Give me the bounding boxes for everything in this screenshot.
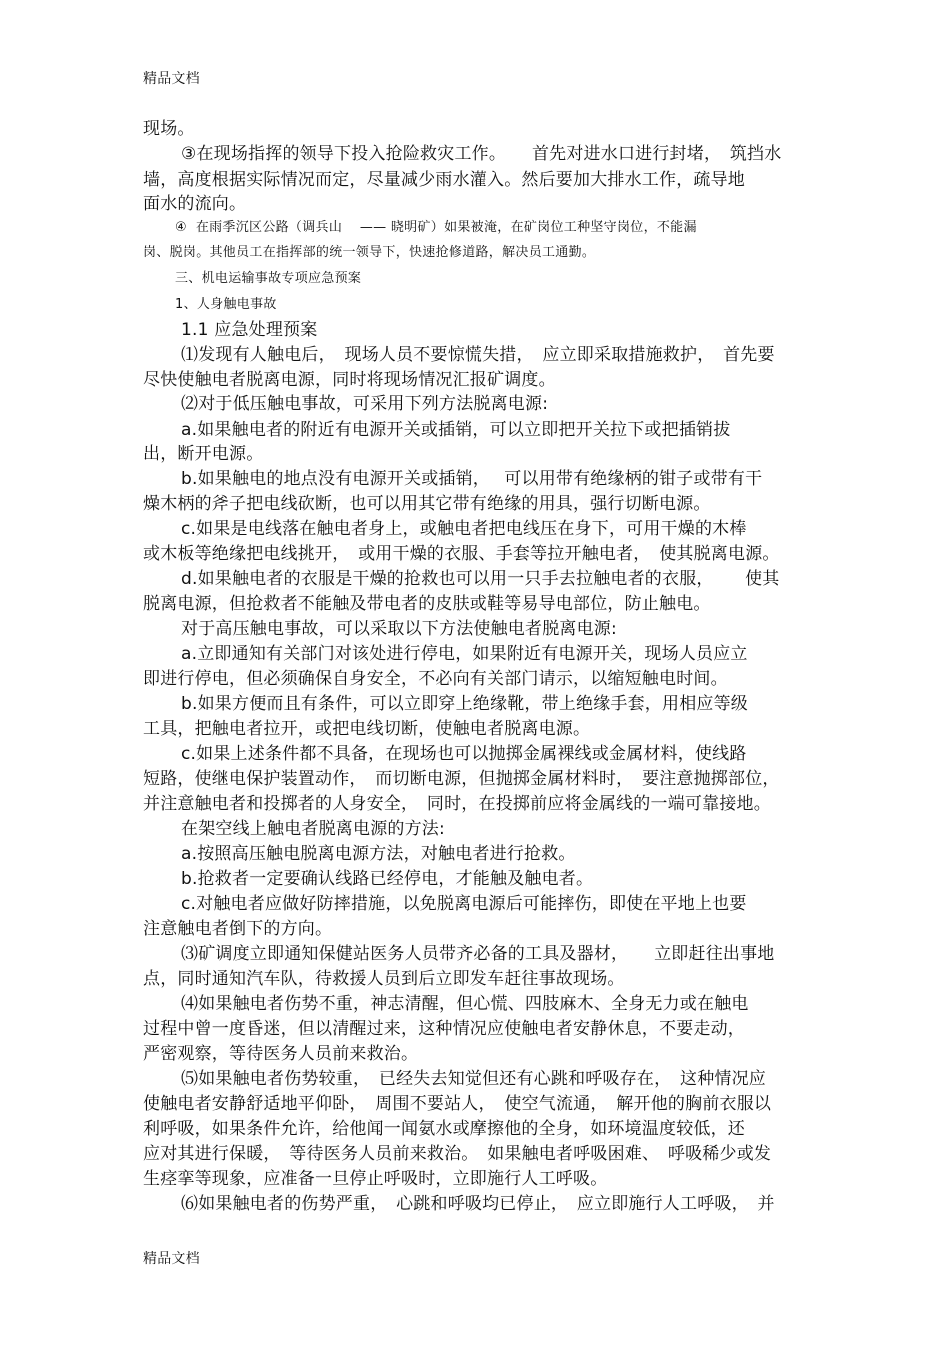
- text-line: d.如果触电者的衣服是干燥的抢救也可以用一只手去拉触电者的衣服， 使其: [181, 569, 780, 589]
- subsection-heading: 1.1 应急处理预案: [181, 320, 318, 340]
- text-line: ⑵对于低压触电事故，可采用下列方法脱离电源:: [181, 394, 549, 414]
- text-line: 并注意触电者和投掷者的人身安全， 同时，在投掷前应将金属线的一端可靠接地。: [143, 794, 771, 814]
- text-line: 尽快使触电者脱离电源，同时将现场情况汇报矿调度。: [143, 370, 556, 390]
- text-line: 注意触电者倒下的方向。: [143, 919, 333, 939]
- text-line: ⑴发现有人触电后， 现场人员不要惊慌失措， 应立即采取措施救护， 首先要: [181, 345, 775, 365]
- text-line: a.立即通知有关部门对该处进行停电，如果附近有电源开关，现场人员应立: [181, 644, 748, 664]
- text-line: 点，同时通知汽车队，待救援人员到后立即发车赶往事故现场。: [143, 969, 625, 989]
- text-line: a.按照高压触电脱离电源方法，对触电者进行抢救。: [181, 844, 576, 864]
- text-line: a.如果触电者的附近有电源开关或插销，可以立即把开关拉下或把插销拔: [181, 420, 731, 440]
- text-line: 现场。: [143, 119, 195, 139]
- section-heading: 三、机电运输事故专项应急预案: [175, 271, 362, 286]
- text-line: 过程中曾一度昏迷，但以清醒过来，这种情况应使触电者安静休息，不要走动，: [143, 1019, 745, 1039]
- text-line: 对于高压触电事故，可以采取以下方法使触电者脱离电源:: [181, 619, 617, 639]
- text-line: 短路，使继电保护装置动作， 而切断电源，但抛掷金属材料时， 要注意抛掷部位，: [143, 769, 780, 789]
- text-line: b.如果触电的地点没有电源开关或插销， 可以用带有绝缘柄的钳子或带有干: [181, 469, 763, 489]
- text-line: 燥木柄的斧子把电线砍断，也可以用其它带有绝缘的用具，强行切断电源。: [143, 494, 711, 514]
- page-footer: 精品文档: [143, 1251, 200, 1267]
- text-line: ⑸如果触电者伤势较重， 已经失去知觉但还有心跳和呼吸存在， 这种情况应: [181, 1069, 766, 1089]
- text-line: 工具，把触电者拉开，或把电线切断，使触电者脱离电源。: [143, 719, 591, 739]
- text-line: 严密观察，等待医务人员前来救治。: [143, 1044, 419, 1064]
- subsection-heading: 1、人身触电事故: [175, 297, 277, 312]
- text-line: b.抢救者一定要确认线路已经停电，才能触及触电者。: [181, 869, 594, 889]
- text-line: 应对其进行保暖， 等待医务人员前来救治。 如果触电者呼吸困难、 呼吸稀少或发: [143, 1144, 772, 1164]
- text-line: ③在现场指挥的领导下投入抢险救灾工作。 首先对进水口进行封堵， 筑挡水: [181, 144, 782, 164]
- text-line: c.如果是电线落在触电者身上，或触电者把电线压在身下，可用干燥的木棒: [181, 519, 747, 539]
- text-line: c.对触电者应做好防摔措施，以免脱离电源后可能摔伤，即使在平地上也要: [181, 894, 747, 914]
- text-line: 在架空线上触电者脱离电源的方法:: [181, 819, 445, 839]
- text-line: 出，断开电源。: [143, 444, 264, 464]
- text-line: ⑶矿调度立即通知保健站医务人员带齐必备的工具及器材， 立即赶往出事地: [181, 944, 775, 964]
- text-line: c.如果上述条件都不具备，在现场也可以抛掷金属裸线或金属材料，使线路: [181, 744, 747, 764]
- text-line: ⑹如果触电者的伤势严重， 心跳和呼吸均已停止， 应立即施行人工呼吸， 并: [181, 1194, 775, 1214]
- text-line: ④ 在雨季沉区公路（调兵山 —— 晓明矿）如果被淹，在矿岗位工种坚守岗位，不能漏: [175, 220, 697, 235]
- text-line: 脱离电源，但抢救者不能触及带电者的皮肤或鞋等易导电部位，防止触电。: [143, 594, 711, 614]
- page-header: 精品文档: [143, 71, 200, 87]
- text-line: 墙，高度根据实际情况而定，尽量减少雨水灌入。然后要加大排水工作，疏导地: [143, 170, 745, 190]
- text-line: 面水的流向。: [143, 194, 247, 214]
- text-line: 或木板等绝缘把电线挑开， 或用干燥的衣服、手套等拉开触电者， 使其脱离电源。: [143, 544, 780, 564]
- text-line: 利呼吸，如果条件允许，给他闻一闻氨水或摩擦他的全身，如环境温度较低，还: [143, 1119, 745, 1139]
- text-line: 岗、脱岗。其他员工在指挥部的统一领导下，快速抢修道路，解决员工通勤。: [143, 245, 596, 260]
- text-line: b.如果方便而且有条件，可以立即穿上绝缘靴，带上绝缘手套，用相应等级: [181, 694, 748, 714]
- text-line: 生痉挛等现象，应准备一旦停止呼吸时，立即施行人工呼吸。: [143, 1169, 608, 1189]
- text-line: 即进行停电，但必须确保自身安全，不必向有关部门请示，以缩短触电时间。: [143, 669, 728, 689]
- text-line: 使触电者安静舒适地平仰卧， 周围不要站人， 使空气流通， 解开他的胸前衣服以: [143, 1094, 772, 1114]
- text-line: ⑷如果触电者伤势不重，神志清醒，但心慌、四肢麻木、全身无力或在触电: [181, 994, 749, 1014]
